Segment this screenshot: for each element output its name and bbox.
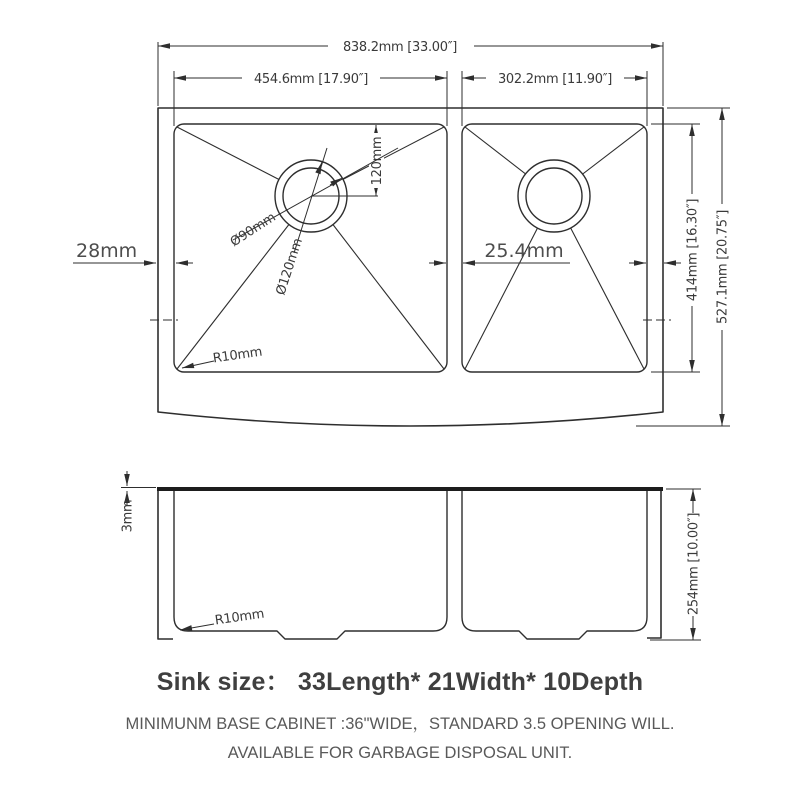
- dim-rim-thickness: [121, 471, 157, 532]
- dim-rim-width: [73, 240, 193, 263]
- bowl-depth-dim-text: 254mm [10.00″]: [686, 512, 702, 616]
- drain-offset-dim-text: 120mm: [370, 136, 385, 186]
- drain-inner-diameter-text: Ø90mm: [227, 209, 279, 251]
- left-bowl-width-dim-text: 454.6mm [17.90″]: [253, 72, 369, 87]
- corner-radius-top-text: R10mm: [212, 344, 264, 367]
- sink-size-title: Sink size： 33Length* 21Width* 10Depth: [156, 668, 644, 696]
- dim-divider-width: [429, 240, 681, 263]
- front-view-left-wall: [158, 491, 173, 639]
- right-bowl-width-dim-text: 302.2mm [11.90″]: [497, 72, 613, 87]
- front-view-right-bowl: [462, 491, 647, 639]
- dim-bowl-depth: [650, 489, 702, 640]
- dim-bowl-front-to-back: [651, 124, 701, 372]
- disposal-note: AVAILABLE FOR GARBAGE DISPOSAL UNIT.: [227, 744, 573, 762]
- overall-front-to-back-dim-text: 527.1mm [20.75″]: [715, 209, 731, 325]
- divider-width-dim-text: 25.4mm: [484, 240, 564, 262]
- dim-corner-radius-top: [182, 345, 263, 368]
- dim-overall-front-to-back: [636, 108, 731, 426]
- corner-radius-front-text: R10mm: [214, 606, 266, 629]
- bowl-front-to-back-dim-text: 414mm [16.30″]: [685, 198, 701, 302]
- top-view: [73, 38, 731, 426]
- rim-thickness-dim-text: 3mm: [120, 499, 136, 533]
- front-view: [121, 471, 702, 640]
- dim-corner-radius-front: [180, 607, 265, 630]
- overall-width-dim-text: 838.2mm [33.00″]: [342, 40, 458, 55]
- drain-outer-diameter-text: Ø120mm: [273, 236, 306, 298]
- rim-width-dim-text: 28mm: [76, 240, 138, 262]
- caption-block: [0, 662, 800, 767]
- cabinet-note: MINIMUNM BASE CABINET :36"WIDE，STANDARD 3.5 OPENING WILL.: [125, 715, 675, 733]
- front-view-right-wall: [647, 491, 661, 638]
- right-drain: [518, 160, 590, 232]
- dim-left-bowl-width: [174, 70, 447, 126]
- dim-right-bowl-width: [462, 70, 647, 126]
